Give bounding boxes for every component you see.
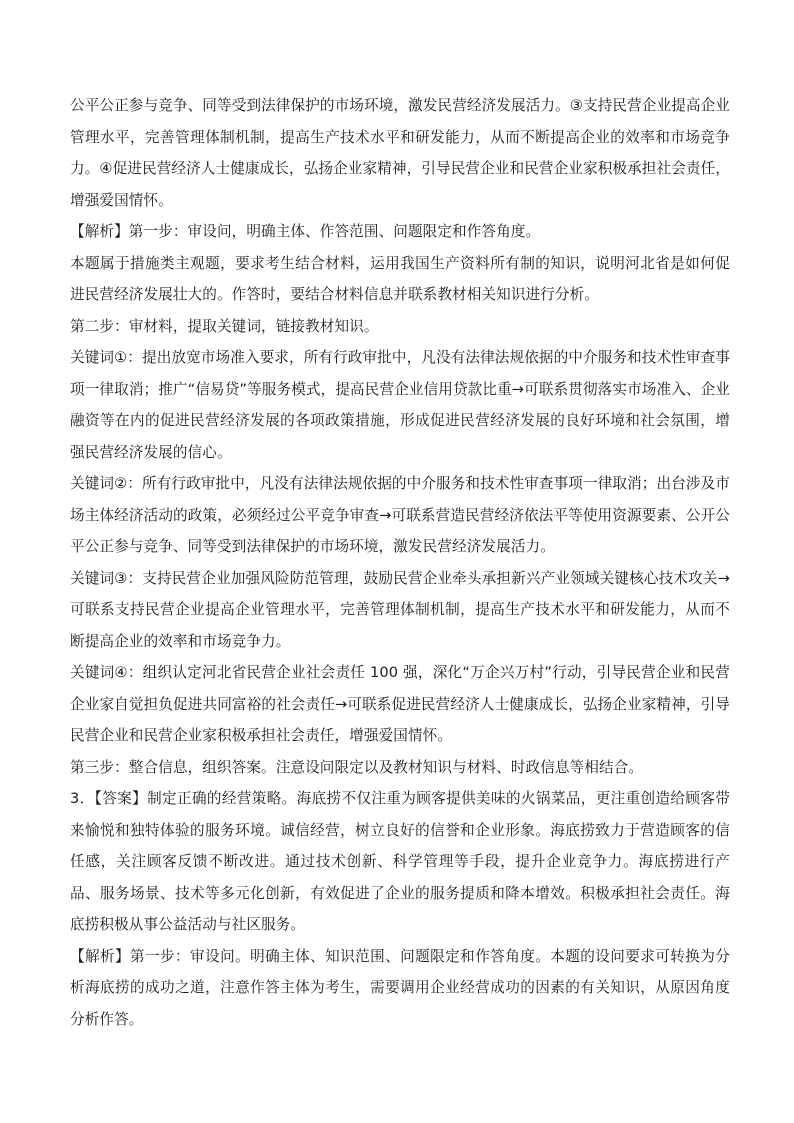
paragraph-answer-continuation: 公平公正参与竞争、同等受到法律保护的市场环境，激发民营经济发展活力。③支持民营企业提高企业管理水平，完善管理体制机制，提高生产技术水平和研发能力，从而不断提高企业的效率和市场竞争力。④促进民营经济人士健康成长，弘扬企业家精神，引导民营企业和民营企业家积极承担社会责任，增强爱国情怀。 [70,97,730,209]
paragraph-keyword-3: 关键词③：支持民营企业加强风险防范管理，鼓励民营企业牵头承担新兴产业领域关键核心技术攻关→可联系支持民营企业提高企业管理水平，完善管理体制机制，提高生产技术水平和研发能力，从而不断提高企业的效率和市场竞争力。 [70,569,730,650]
paragraph-analysis-step1: 【解析】第一步：审设问，明确主体、作答范围、问题限定和作答角度。 [70,223,541,240]
paragraph-keyword-4: 关键词④：组织认定河北省民营企业社会责任 100 强，深化“万企兴万村”行动，引导民营企业和民营企业家自觉担负促进共同富裕的社会责任→可联系促进民营经济人士健康成长，弘扬企业家精神，引导民营企业和民营企业家积极承担社会责任，增强爱国情怀。 [70,664,730,744]
paragraph-step3: 第三步：整合信息，组织答案。注意设问限定以及教材知识与材料、时政信息等相结合。 [70,758,644,776]
paragraph-keyword-1: 关键词①：提出放宽市场准入要求，所有行政审批中，凡没有法律法规依据的中介服务和技术性审查事项一律取消；推广“信易贷”等服务模式，提高民营企业信用贷款比重→可联系贯彻落实市场准入、企业融资等在内的促进民营经济发展的各项政策措施，形成促进民营经济发展的良好环境和社会氛围，增强民营经济发展的信心。 [70,349,730,461]
paragraph-step2: 第二步：审材料，提取关键词，链接教材知识。 [70,317,379,335]
document-page [70,90,730,1035]
paragraph-keyword-2: 关键词②：所有行政审批中，凡没有法律法规依据的中介服务和技术性审查事项一律取消；出台涉及市场主体经济活动的政策，必须经过公平竞争审查→可联系营造民营经济依法平等使用资源要素、公开公平公正参与竞争、同等受到法律保护的市场环境，激发民营经济发展活力。 [70,475,730,555]
paragraph-analysis-3: 【解析】第一步：审设问。明确主体、知识范围、问题限定和作答角度。本题的设问要求可转换为分析海底捞的成功之道，注意作答主体为考生，需要调用企业经营成功的因素的有关知识，从原因角度分析作答。 [70,947,730,1028]
paragraph-question-type: 本题属于措施类主观题，要求考生结合材料，运用我国生产资料所有制的知识，说明河北省是如何促进民营经济发展壮大的。作答时，要结合材料信息并联系教材相关知识进行分析。 [70,254,730,303]
paragraph-answer-3: 3．【答案】制定正确的经营策略。海底捞不仅注重为顾客提供美味的火锅菜品，更注重创造给顾客带来愉悦和独特体验的服务环境。诚信经营，树立良好的信誉和企业形象。海底捞致力于营造顾客的信任感，关注顾客反馈不断改进。通过技术创新、科学管理等手段，提升企业竞争力。海底捞进行产品、服务场景、技术等多元化创新，有效促进了企业的服务提质和降本增效。积极承担社会责任。海底捞积极从事公益活动与社区服务。 [70,790,730,933]
